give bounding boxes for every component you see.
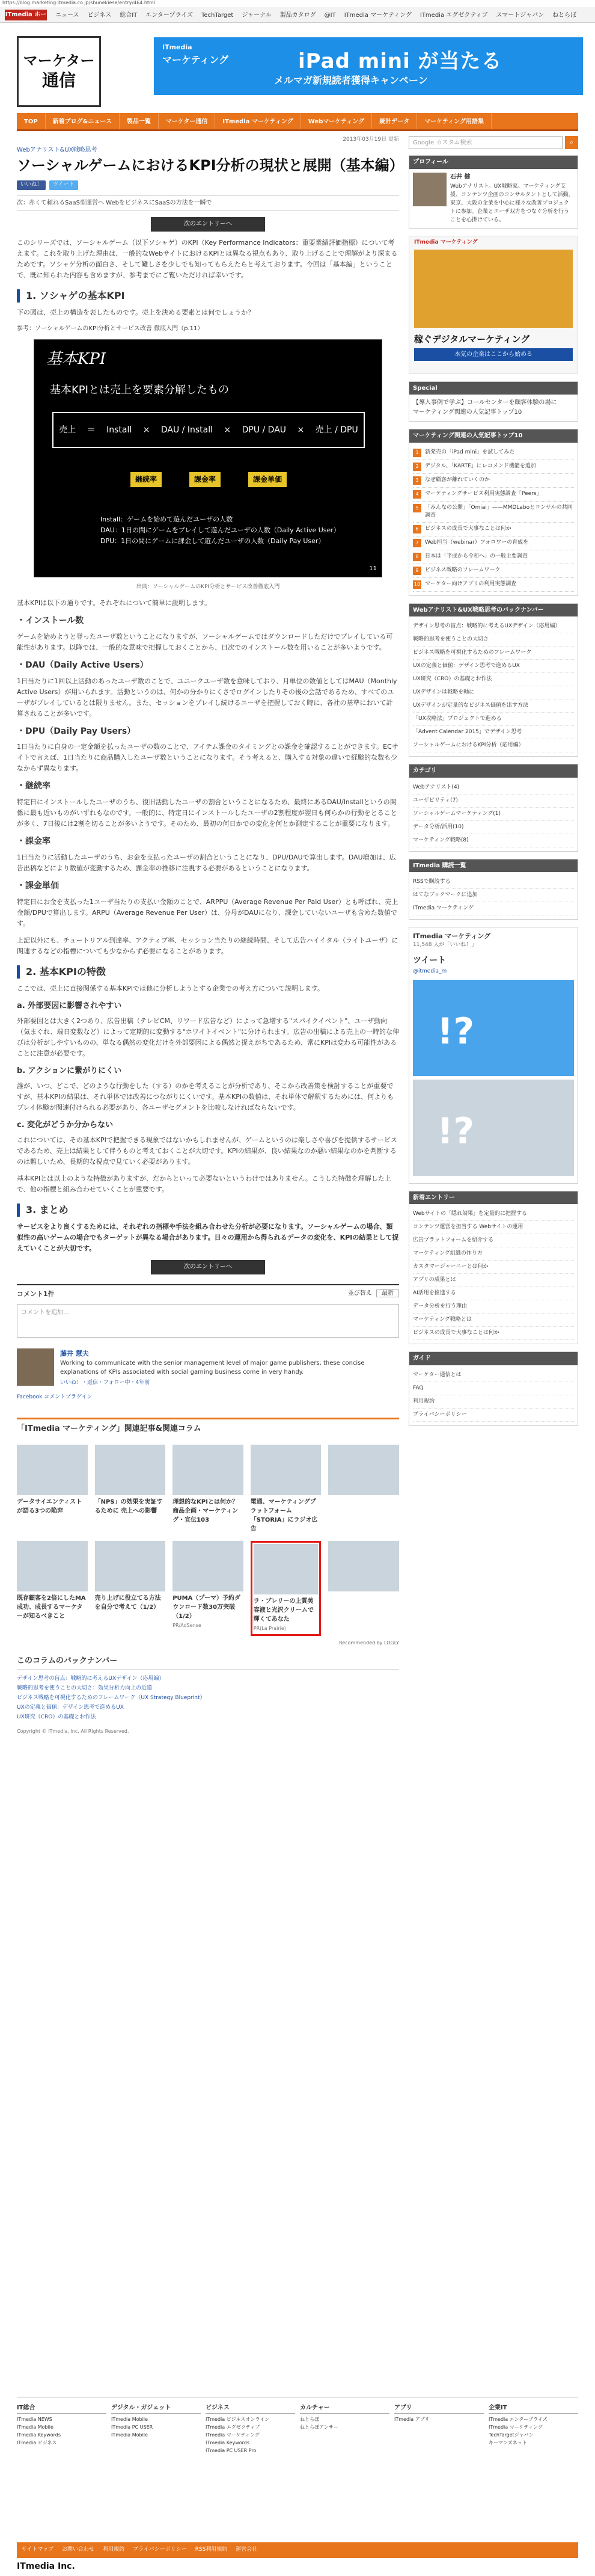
- pay-rate-heading: ・課金率: [17, 837, 50, 847]
- banner-ad[interactable]: [154, 37, 583, 95]
- footer-link[interactable]: ITmedia ビジネスオンライン: [206, 2416, 270, 2422]
- feature-a-heading: a. 外部要因に影響されやすい: [17, 1001, 122, 1010]
- new-entries-box: [409, 1191, 578, 1345]
- new-entry-item[interactable]: AI活用を推進する: [413, 1287, 574, 1300]
- backnumber-item[interactable]: ビジネス戦略を可視化するためのフレームワーク（UX Strategy Blueprint）: [17, 1694, 206, 1701]
- ad-subline: メルマガ新規読者獲得キャンペーン: [274, 75, 428, 86]
- dau-paragraph: 1日当たりに1回以上活動のあったユーザ数のことで、ユニークユーザ数を意味しており、月単位の数値としてはMAU（Monthly Active Users）が用いられます。活動というのは、何かの分かりにくさでログインしたりその後の会話であるため、すべてのユーザがプレイしているとは限りません。また、セッションをプレイし続けるユーザを把握しておく時に、各社の基準において計算されることが多いです。: [17, 677, 397, 718]
- nav-item[interactable]: Webマーケティング: [301, 113, 372, 129]
- footer-bar-link[interactable]: お問い合わせ: [62, 2547, 95, 2553]
- retention-heading: ・継続率: [17, 781, 50, 792]
- footer-column-title: アプリ: [394, 2403, 484, 2414]
- rank-text: 新発売の「iPad mini」を試してみた: [425, 449, 515, 455]
- category-item[interactable]: マーケティング戦略(8): [413, 834, 574, 847]
- topbar-item[interactable]: ジャーナル: [242, 12, 272, 19]
- footer-link[interactable]: ITmedia NEWS: [17, 2416, 52, 2422]
- footer-column: [489, 2403, 578, 2455]
- summary-paragraph: 上記以外にも、チュートリアル到達率、アクティブ率、セッション当たりの継続時間、そして広告ハイイタル（ライトユーザ）に関連するなどの指標についても少なからず必要になることがあります。: [17, 936, 398, 955]
- footer-link[interactable]: ITmedia エンタープライズ: [489, 2416, 548, 2422]
- ad-brand2: マーケティング: [162, 54, 229, 66]
- profile-body: Webアナリスト。UX戦略家。マーケティング支援、コンテンツ企画のコンサルタントとして活動。東京、大阪の企業を中心に様々な改善プロジェクトに参加。企業とユーザ双方をつなぐ分析を行うことを心掛けている。: [450, 183, 574, 223]
- new-entry-item[interactable]: アプリの成果とは: [413, 1274, 574, 1287]
- kpi-slide-image: [34, 339, 382, 577]
- rank-text: なぜ顧客が離れていくのか: [425, 476, 490, 483]
- ranking-title: マーケティング関連の人気記事トップ10: [409, 429, 578, 443]
- sidebar: [409, 136, 578, 1433]
- share-bar: [17, 179, 399, 192]
- footer-links: [17, 2542, 578, 2558]
- footer-link[interactable]: ITmedia PC USER: [111, 2424, 153, 2430]
- footer-bar-link[interactable]: プライバシーポリシー: [133, 2547, 187, 2553]
- ranking-item[interactable]: [413, 536, 574, 550]
- formula-term: ×: [224, 425, 231, 435]
- ranking-item[interactable]: [413, 502, 574, 523]
- avatar[interactable]: [17, 1348, 54, 1386]
- logo-line2: 通信: [41, 70, 76, 90]
- related-thumbnail: [251, 1445, 322, 1495]
- comment-input[interactable]: コメントを追加...: [17, 1304, 399, 1338]
- tw-handle[interactable]: @itmedia_m: [413, 968, 447, 974]
- footer-column: [394, 2403, 484, 2455]
- footer-column-title: デジタル・ガジェット: [111, 2403, 201, 2414]
- guide-box: [409, 1351, 578, 1426]
- footer-link[interactable]: ITmedia Mobile: [111, 2432, 148, 2438]
- pay-rate-paragraph: 1日当たりに活動したユーザのうち、お金を支払ったユーザの割合ということになり、DPU/DAUで算出します。DAU増加は、広告出稿などにより数値が変動するため、課金率の推移に注視する必要があるということになります。: [17, 853, 396, 872]
- formula-term: DAU / Install: [160, 425, 213, 435]
- related-thumbnail: [328, 1541, 399, 1591]
- backnumber-title: このコラムのバックナンバー: [17, 1655, 399, 1670]
- logo-line1: マーケター: [23, 52, 95, 69]
- series-list: [409, 616, 578, 756]
- slide-note: Install：ゲームを始めて遊んだユーザの人数: [100, 515, 233, 524]
- feature-b-paragraph: 誰が、いつ、どこで、どのような行動をした（する）のかを考えることが分析であり、そこから改善策を検討することが重要ですが、基本KPIの結果は、それ単体では改善につながりにくいです。基本KPIの数値は、それ単体で解釈するためには、何よりもプレイ体験が関連付けられる必要があり、各ユーザセグメントを比較しなければならないです。: [17, 1081, 394, 1111]
- formula-term: Install: [106, 425, 132, 435]
- footer-column: [17, 2403, 106, 2455]
- footer-column-title: 企業IT: [489, 2403, 578, 2414]
- ranking-item[interactable]: [413, 460, 574, 474]
- related-thumbnail: [95, 1445, 166, 1495]
- sidebar-ad-headline: 稼ぐデジタルマーケティング: [414, 333, 530, 345]
- related-card[interactable]: [172, 1445, 243, 1534]
- related-title-text: 「NPS」の効果を実証するために 売上への影響: [94, 1499, 163, 1515]
- article-title: ソーシャルゲームにおけるKPI分析の現状と展開（基本編）: [17, 157, 404, 174]
- new-entry-item[interactable]: Webサイトの「隠れ効果」を定量的に把握する: [413, 1208, 574, 1221]
- topbar-items: [55, 11, 590, 20]
- category-item[interactable]: ソーシャルゲームマーケティング(1): [413, 808, 574, 821]
- sidebar-ad-image: [414, 250, 573, 328]
- header: [17, 32, 578, 108]
- category-title: カテゴリ: [409, 764, 578, 778]
- topbar-item[interactable]: スマートジャパン: [496, 12, 545, 19]
- footer-link[interactable]: ITmedia Mobile: [17, 2424, 53, 2430]
- ranking-item[interactable]: [413, 474, 574, 488]
- next-entry-button-bottom[interactable]: 次のエントリーへ: [151, 1260, 265, 1274]
- formula-term: ＝: [87, 425, 96, 435]
- sort-label: 並び替え: [347, 1290, 372, 1297]
- feature-b-heading: b. アクションに繋がりにくい: [17, 1066, 122, 1075]
- backnumber-item[interactable]: UX研究（CRO）の基礎とお作法: [17, 1714, 96, 1720]
- rank-text: 「みんなの公開」「Omiai」——MMDLaboとコンサルの共同調査: [425, 504, 573, 518]
- ranking-item[interactable]: [413, 564, 574, 578]
- formula-term: DPU / DAU: [242, 425, 287, 435]
- series-item[interactable]: UXデザインは戦略を軸に: [413, 686, 574, 699]
- footer-column: [206, 2403, 295, 2455]
- slide-tag: 継続率: [130, 472, 162, 487]
- rss-item[interactable]: RSSで購読する: [413, 876, 574, 889]
- series-item[interactable]: 「Advent Calendar 2015」でデザイン思考: [413, 726, 574, 739]
- related-thumbnail: [172, 1445, 243, 1495]
- feature-c-paragraph: これについては、その基本KPIで把握できる現象ではないかもしれませんが、ゲームというのは楽しさや喜びを提供するサービスであるため、売上は結果として伴うものと考えておくことが大切です。KPIの結果が、良い結果なのか悪い結果なのかを判断するのは難しいため、長期的な視点で見ていく必要があります。: [17, 1136, 397, 1166]
- new-entry-item[interactable]: コンテンツ運営を担当する Webサイトの運用: [413, 1221, 574, 1234]
- related-card[interactable]: [95, 1445, 166, 1534]
- ranking-item[interactable]: [413, 523, 574, 536]
- section-heading-summary: 3. まとめ: [17, 1203, 399, 1217]
- slide-notes: [100, 514, 340, 547]
- nav-item[interactable]: 統計データ: [372, 113, 417, 129]
- section-heading-feature: 2. 基本KPIの特徴: [17, 965, 399, 979]
- related-title-text: 理想的なKPIとは何か？ 商品企画・マーケティング・宣伝103: [172, 1499, 239, 1524]
- guide-list: [409, 1365, 578, 1425]
- rss-item[interactable]: はてなブックマークに追加: [413, 889, 574, 902]
- rank-number: 6: [413, 525, 421, 533]
- special-item[interactable]: 【導入事例で学ぶ】コールセンターを顧客体験の場に: [413, 399, 557, 406]
- rank-number: 1: [413, 449, 421, 457]
- new-entry-item[interactable]: ビジネスの成長で大事なことは何か: [413, 1327, 574, 1340]
- slide-page-number: 11: [369, 565, 377, 572]
- related-articles: [17, 1418, 399, 1647]
- rank-number: 5: [413, 504, 421, 512]
- new-entry-item[interactable]: 広告プラットフォームを紹介する: [413, 1234, 574, 1247]
- new-entries-title: 新着エントリー: [409, 1191, 578, 1205]
- related-title-text: 既存顧客を2倍にしたMA成功、成長するマーケターが知るべきこと: [17, 1595, 86, 1620]
- site-logo[interactable]: [17, 36, 101, 107]
- footer-column-title: カルチャー: [300, 2403, 389, 2414]
- feature-a-paragraph: 外部要因とは大きく2つあり、広告出稿（テレビCM、リワード広告など）によって急増する"スパイクイベント"、ユーザ動向（気まぐれ、端日変数など）によって定期的に変動する"ホワイトイベント"に分けられます。広告の出稿による売上の一時的な伸びは分析がしやすいものの、単なる偶然の変化だけを外部要因による偶然と捉えがちであるため、常にKPIは変わる可能性があることに注意が必要です。: [17, 1016, 400, 1057]
- profile-title: プロフィール: [409, 156, 578, 169]
- basic-summary-paragraph: 基本KPIとは以上のような特徴がありますが、だからといって必要ないというわけではありません。こうした特徴を理解した上で、他の指標と組み合わせていくことが重要です。: [17, 1174, 391, 1193]
- formula-term: 売上: [59, 425, 76, 435]
- new-entry-item[interactable]: マーケティング戦略とは: [413, 1314, 574, 1327]
- backnumber-list: [17, 1674, 399, 1722]
- slide-tag: 課金単価: [248, 472, 287, 487]
- series-title: Webアナリスト&UX戦略思考のバックナンバー: [409, 604, 578, 617]
- rss-list: [409, 872, 578, 919]
- install-heading: ・インストール数: [17, 616, 84, 626]
- series-item[interactable]: ビジネス戦略を可視化するためのフレームワーク: [413, 647, 574, 660]
- related-source: PR(La Prairie): [253, 1626, 286, 1632]
- new-entries-list: [409, 1204, 578, 1344]
- sort-select[interactable]: 最新: [376, 1290, 399, 1297]
- topbar-item[interactable]: エンタープライズ: [145, 12, 193, 19]
- comments-section: [17, 1284, 399, 1402]
- related-card[interactable]: [172, 1541, 243, 1636]
- install-paragraph: ゲームを始めようと登ったユーザ数ということになりますが、ソーシャルゲームではダウンロードしただけでプレイしている可能性があります。以降では、一般的な意味で把握しておくことから、日次でのインストール数を用いることが多いようです。: [17, 633, 393, 652]
- guide-item[interactable]: プライバシーポリシー: [413, 1409, 574, 1422]
- footer-link[interactable]: TechTargetジャパン: [489, 2432, 534, 2438]
- basic-paragraph: 下の図は、売上の構造を表したものです。売上を決める要素とは何でしょうか？: [17, 308, 255, 316]
- related-title: 「ITmedia マーケティング」関連記事&関連コラム: [17, 1424, 201, 1433]
- footer-link[interactable]: キーマンズネット: [489, 2439, 527, 2445]
- related-title-text: 電通、マーケティングプラットフォーム「STORIA」にラジオ広告: [250, 1499, 318, 1533]
- footer-link[interactable]: ITmedia アプリ: [394, 2416, 430, 2422]
- formula-term: ×: [297, 425, 305, 435]
- related-title-text: データサイエンティストが語る3つの陥穽: [17, 1499, 82, 1515]
- profile-photo: [413, 173, 447, 206]
- special-box: [409, 381, 578, 422]
- footer: [17, 2397, 578, 2576]
- guide-item[interactable]: マーケター通信とは: [413, 1369, 574, 1382]
- comment-actions[interactable]: いいね！・返信・フォロー中・4年前: [60, 1380, 150, 1386]
- backnumber-item[interactable]: デザイン思考の盲点：戦略的に考えるUXデザイン（応用編）: [17, 1675, 165, 1682]
- guide-item[interactable]: FAQ: [413, 1382, 574, 1395]
- rank-text: Web担当（webinar）フォロワーの育成を: [425, 539, 529, 546]
- copyright: Copyright © ITmedia, Inc. All Rights Reserved.: [17, 1728, 129, 1734]
- intro-paragraph: このシリーズでは、ソーシャルゲーム（以下ソシャゲ）のKPI（Key Performance Indicators：重要業績評価指標）について考えます。これを取り上げた理由は、一般的なWebサイトにおけるKPIとは異なる視点もあり、取り上げることで理解がより深まるためです。ソシャゲ分析の面白さ、そして難しさを少しでも知ってもらえたらと考えております。今回は「基本編」ということで、既に知られた内容も含めますが、参考までにご覧いただければ幸いです。: [17, 238, 398, 279]
- rank-text: マーケター向けアプリの利用実態調査: [425, 580, 517, 587]
- breadcrumb[interactable]: 次：赤くて頼れるSaaS型運営へ WebをビジネスにSaaSの方法を一瞬で: [17, 195, 399, 211]
- related-card[interactable]: [17, 1541, 88, 1636]
- topbar-item[interactable]: ビジネス: [87, 12, 112, 19]
- conclusion-paragraph: サービスをより良くするためには、それぞれの指標や手法を組み合わせた分析が必要になります。ソーシャルゲームの場合、類似性の高いゲームの場合でもターゲットが異なる場合があります。日々の運用から得られるデータの変化を、KPIの結果として捉えていくことが大切です。: [17, 1222, 399, 1252]
- url-bar: https://blog.marketing.itmedia.co.jp/shunekiese/entry/464.html: [2, 0, 156, 5]
- dau-heading: ・DAU（Daily Active Users）: [17, 660, 148, 671]
- related-thumbnail: [95, 1541, 166, 1591]
- ranking-list: [409, 443, 578, 595]
- footer-link[interactable]: ねとらぼ: [300, 2416, 319, 2422]
- category-item[interactable]: データ分析/活用(10): [413, 821, 574, 834]
- comment-text: Working to communicate with the senior management level of major game publishers, these concise explanations of KPIs associated with social gaming business come in very handy.: [60, 1360, 365, 1376]
- rank-text: 日本は「平成から令和へ」の一般主要調査: [425, 553, 528, 559]
- series-item[interactable]: UX研究（CRO）の基礎とお作法: [413, 673, 574, 686]
- formula-term: 売上 / DPU: [315, 425, 358, 435]
- series-item[interactable]: ソーシャルゲームにおけるKPI分析（応用編）: [413, 739, 574, 752]
- backnumber-item[interactable]: UXの定義と価値：デザイン思考で進めるUX: [17, 1704, 124, 1711]
- reference-note: 参考：ソーシャルゲームのKPI分析とサービス改善 徹底入門（p.11）: [17, 325, 204, 332]
- slide-title: 基本KPI: [46, 350, 106, 369]
- sidebar-ad-brand: ITmedia マーケティング: [414, 239, 478, 245]
- topbar-home[interactable]: ITmedia ホーム: [5, 10, 47, 20]
- twitter-widget: [409, 927, 578, 1184]
- next-entry-button[interactable]: 次のエントリーへ: [151, 217, 265, 232]
- series-item[interactable]: 「UX攻略法」プロジェクトで進める: [413, 713, 574, 726]
- series-label[interactable]: Webアナリスト&UX戦略思考: [17, 146, 97, 153]
- section-heading-basic: 1. ソシャゲの基本KPI: [17, 289, 399, 303]
- related-thumbnail: [17, 1541, 88, 1591]
- related-title-text: 売り上げに役立てる方法を自分で考えて（1/2）: [94, 1595, 161, 1611]
- new-entry-item[interactable]: データ分析を行う理由: [413, 1300, 574, 1314]
- related-thumbnail: [17, 1445, 88, 1495]
- topbar-item[interactable]: ニュース: [55, 12, 79, 19]
- new-entry-item[interactable]: マーケティング組織の作り方: [413, 1247, 574, 1261]
- feature-paragraph: ここでは、売上に直接関係する基本KPIでは他に分析しようとする企業での考え方について説明します。: [17, 984, 324, 992]
- rank-text: マーケティングサービス利用実態調査「Peers」: [425, 490, 542, 497]
- nav-item[interactable]: 新着ブログ&ニュース: [46, 113, 120, 129]
- ad-headline: iPad mini が当たる: [298, 49, 502, 73]
- footer-link[interactable]: ITmedia PC USER Pro: [206, 2447, 257, 2453]
- slide-note: DAU：1日の間にゲームをプレイして遊んだユーザの人数（Daily Active User）: [100, 526, 340, 535]
- series-item[interactable]: デザイン思考の盲点：戦略的に考えるUXデザイン（応用編）: [413, 620, 574, 633]
- tweet-image[interactable]: [413, 980, 574, 1076]
- topbar-item[interactable]: ITmedia マーケティング: [344, 12, 412, 19]
- search-box: [409, 136, 578, 149]
- ranking-box: [409, 429, 578, 596]
- rank-number: 4: [413, 490, 421, 499]
- related-title-text: ラ・ブレリーの上質美容液と光沢クリームで輝くてあなた: [253, 1598, 314, 1623]
- rank-number: 2: [413, 463, 421, 471]
- top-navbar: [0, 7, 595, 29]
- search-input[interactable]: Google カスタム検索: [409, 136, 563, 149]
- rank-text: ビジネスの成長で大事なことは何か: [425, 525, 511, 532]
- nav-item[interactable]: ITmedia マーケティング: [215, 113, 301, 129]
- footer-link[interactable]: ITmedia Mobile: [111, 2416, 148, 2422]
- footer-link[interactable]: ITmedia Keywords: [17, 2432, 61, 2438]
- footer-link[interactable]: ねとらぼアンサー: [300, 2424, 338, 2430]
- special-item[interactable]: マーケティング関連の人気記事トップ10: [413, 409, 522, 416]
- series-item[interactable]: 戦略的思考を使うことの大切さ: [413, 633, 574, 647]
- slide-subtitle: 基本KPIとは売上を要素分解したもの: [50, 384, 229, 397]
- tw-tweets-label: ツイート: [413, 955, 447, 965]
- tw-followers: 11,548 人が「いいね！」: [413, 942, 477, 948]
- backnumber-section: [17, 1655, 399, 1721]
- ranking-item[interactable]: [413, 550, 574, 564]
- arppu-paragraph: 特定日にお金を支払った1ユーザ当たりの支払い金額のことで、ARPPU（Average Revenue Per Paid User）とも呼ばれ、売上金額/DPUで算出します。ARPU（Average Revenue Per User）は、分母がDAUになり、課金していないユーザも含めた数値です。: [17, 897, 398, 927]
- sidebar-ad-sub: 本気の企業はここから始める: [414, 348, 573, 361]
- rss-title: ITmedia 購読一覧: [409, 859, 578, 873]
- publish-date: 2013年03月19日 更新: [343, 137, 399, 143]
- footer-column: [111, 2403, 201, 2455]
- related-card[interactable]: [251, 1445, 322, 1534]
- footer-link[interactable]: ITmedia エグゼクティブ: [206, 2424, 260, 2430]
- nav-item[interactable]: マーケティング用語集: [417, 113, 492, 129]
- slide-formula: [52, 412, 365, 448]
- footer-column-title: IT総合: [17, 2403, 106, 2414]
- profile-box: [409, 155, 578, 229]
- rss-box: [409, 859, 578, 920]
- tw-name[interactable]: ITmedia マーケティング: [413, 932, 491, 940]
- main-nav: [17, 113, 578, 131]
- slide-caption: 出典：ソーシャルゲームのKPI分析とサービス改善徹底入門: [136, 584, 280, 591]
- slide-tag: 課金率: [189, 472, 221, 487]
- related-card[interactable]: [251, 1541, 322, 1636]
- ad-brand: ITmedia: [162, 43, 192, 51]
- logly-credit[interactable]: Recommended by LOGLY: [339, 1640, 399, 1646]
- related-source: PR/AdSense: [172, 1623, 201, 1629]
- topbar-item[interactable]: ITmedia エグゼクティブ: [420, 12, 488, 19]
- footer-bar-link[interactable]: 利用規約: [103, 2547, 125, 2553]
- search-icon[interactable]: ⌕: [565, 136, 578, 149]
- rank-number: 7: [413, 539, 421, 547]
- special-title: Special: [409, 382, 578, 395]
- rank-text: デジタル、「KARTE」にレコメンド機能を追加: [425, 463, 536, 469]
- rank-number: 9: [413, 567, 421, 575]
- related-card[interactable]: [95, 1541, 166, 1636]
- formula-term: ×: [142, 425, 150, 435]
- question-icon-2: !?: [437, 1110, 475, 1152]
- sidebar-ad[interactable]: [409, 236, 578, 374]
- comment-item: [17, 1348, 399, 1388]
- rank-number: 8: [413, 553, 421, 561]
- main-column: [17, 136, 404, 1735]
- rank-text: ビジネス戦略のフレームワーク: [425, 567, 501, 573]
- rank-number: 10: [413, 580, 421, 589]
- dpu-heading: ・DPU（Daily Pay Users）: [17, 726, 136, 736]
- series-box: [409, 603, 578, 757]
- footer-column-title: ビジネス: [206, 2403, 295, 2414]
- category-list: [409, 778, 578, 851]
- explain-paragraph: 基本KPIは以下の通りです。それぞれについて簡単に説明します。: [17, 599, 212, 607]
- like-button[interactable]: いいね！: [17, 180, 46, 190]
- footer-link[interactable]: ITmedia マーケティング: [489, 2424, 543, 2430]
- footer-bar-link[interactable]: 運営会社: [236, 2547, 258, 2553]
- ranking-item[interactable]: [413, 578, 574, 592]
- question-icon: !?: [437, 1010, 475, 1053]
- related-card[interactable]: [328, 1445, 399, 1534]
- tweet-image-2[interactable]: [413, 1080, 574, 1176]
- footer-link[interactable]: ITmedia ビジネス: [17, 2439, 57, 2445]
- footer-link[interactable]: ITmedia マーケティング: [206, 2432, 260, 2438]
- footer-bar-link[interactable]: サイトマップ: [22, 2547, 54, 2553]
- category-box: [409, 764, 578, 852]
- comments-count: コメント1件: [17, 1290, 55, 1298]
- related-title-text: PUMA（プーマ）予約ダウンロード数30万突破（1/2）: [172, 1595, 241, 1620]
- topbar-item[interactable]: 製品カタログ: [279, 12, 316, 19]
- topbar-item[interactable]: @IT: [324, 12, 336, 19]
- related-card[interactable]: [328, 1541, 399, 1636]
- feature-c-heading: c. 変化がどうか分からない: [17, 1120, 114, 1130]
- nav-item[interactable]: TOP: [17, 113, 46, 129]
- topbar-item[interactable]: 総合IT: [120, 12, 138, 19]
- footer-logo[interactable]: ITmedia Inc.: [17, 2562, 75, 2572]
- category-item[interactable]: ユーザビリティ(7): [413, 795, 574, 808]
- arppu-heading: ・課金単価: [17, 881, 59, 891]
- nav-item[interactable]: マーケター通信: [159, 113, 216, 129]
- comment-author[interactable]: 藤井 慧夫: [60, 1349, 89, 1357]
- series-item[interactable]: UXの定義と価値：デザイン思考で進めるUX: [413, 660, 574, 673]
- related-thumbnail: [254, 1544, 319, 1594]
- slide-tags: [130, 472, 287, 487]
- footer-columns: [17, 2403, 578, 2455]
- related-thumbnail: [172, 1541, 243, 1591]
- related-thumbnail: [328, 1445, 399, 1495]
- guide-title: ガイド: [409, 1352, 578, 1365]
- facebook-plugin-link[interactable]: Facebook コメントプラグイン: [17, 1394, 93, 1400]
- rank-number: 3: [413, 476, 421, 485]
- dpu-paragraph: 1日当たりに自身の一定金額を払ったユーザの数のことで、アイテム課金のタイミングとの課金を確認することができます。ECサイトで言えば、1日当たりに商品購入したユーザ数ということになります。そう考えると、購入する対象の違いで経験的な数も少なからず異なります。: [17, 743, 398, 773]
- topbar-item[interactable]: ねとらぼ: [552, 12, 577, 19]
- series-item[interactable]: UXデザインが定量的なビジネス価値を出す方法: [413, 699, 574, 713]
- backnumber-item[interactable]: 戦略的思考を使うことの大切さ：効果分析力向上の近道: [17, 1685, 153, 1691]
- guide-item[interactable]: 利用規約: [413, 1395, 574, 1409]
- profile-name: 石井 健: [450, 173, 471, 180]
- related-card[interactable]: [17, 1445, 88, 1534]
- footer-column: [300, 2403, 389, 2455]
- rss-item[interactable]: ITmedia マーケティング: [413, 902, 574, 915]
- nav-item[interactable]: 製品一覧: [120, 113, 159, 129]
- topbar-item[interactable]: TechTarget: [201, 12, 234, 19]
- special-list: [409, 395, 578, 421]
- retention-paragraph: 特定日にインストールしたユーザのうち、復旧活動したユーザの割合ということになるため、最終にあるDAU/Installというの関係に最も近いものがいずれもなのです。一般的に、特定日にインストールしたユーザの2割程度が翌日も何らかの行動をとることが多く、7日後には2割を切ることが多いようです。そのため、最初の何日かでの変化を何とか測定することが重要になります。: [17, 798, 397, 828]
- new-entry-item[interactable]: カスタマージャーニーとは何か: [413, 1261, 574, 1274]
- related-grid: [17, 1445, 399, 1636]
- category-item[interactable]: Webアナリスト(4): [413, 781, 574, 795]
- tweet-button[interactable]: ツイート: [49, 180, 78, 190]
- ranking-item[interactable]: [413, 446, 574, 460]
- slide-note: DPU：1日の間にゲームに課金して遊んだユーザの人数（Daily Pay User）: [100, 537, 325, 546]
- footer-bar-link[interactable]: RSS利用規約: [195, 2547, 228, 2553]
- footer-link[interactable]: ITmedia Keywords: [206, 2439, 250, 2445]
- ranking-item[interactable]: [413, 488, 574, 502]
